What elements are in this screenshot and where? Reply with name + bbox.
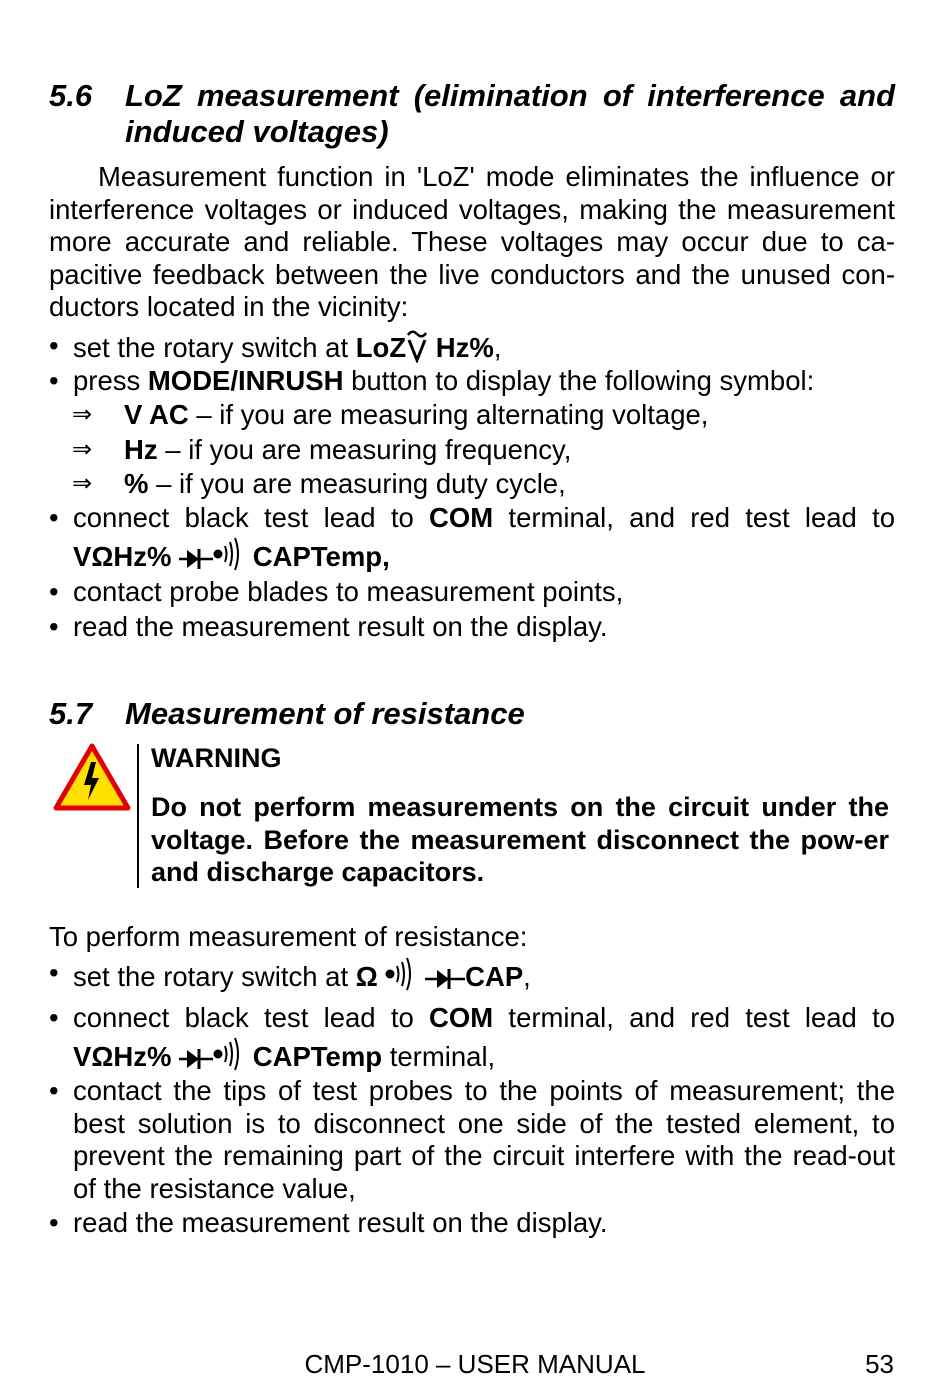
- list-item: ⇒ % – if you are measuring duty cycle,: [72, 468, 566, 499]
- section-5-7-heading: [49, 696, 895, 732]
- warning-text: Do not perform measurements on the circuit under the voltage. Before the measurement disconnect the pow-er and discharge capacitors.: [151, 792, 889, 887]
- arrow-icon: ⇒: [72, 400, 93, 428]
- section-number: 5.7: [49, 696, 93, 731]
- arrow-icon: ⇒: [72, 435, 93, 463]
- warning-divider: [137, 744, 139, 888]
- list-item: • read the measurement result on the display.: [49, 1207, 608, 1238]
- arrow-icon: ⇒: [72, 469, 93, 497]
- list-item: • press MODE/INRUSH button to display the following symbol:: [49, 365, 815, 396]
- list-item: • set the rotary switch at LoZ Hz%,: [49, 329, 895, 370]
- footer-title: CMP-1010 – USER MANUAL: [304, 1349, 646, 1379]
- section-5-6-intro: Measurement function in 'LoZ' mode eliminates the influence or interference voltages or induced voltages, making the measurement more accurate and reliable. These voltages may occur due to ca-pacitive feedback between the live conductors and the unused con-ductors located in the vicinity:: [49, 161, 895, 322]
- list-item: • connect black test lead to COM terminal, and red test lead to: [49, 502, 896, 533]
- section-title: LoZ measurement (elimination of interference and induced voltages): [125, 78, 895, 149]
- continuity-icon: [385, 956, 417, 999]
- list-item-continuation: VΩHz% CAPTemp terminal,: [49, 1036, 895, 1079]
- high-voltage-warning-icon: [53, 742, 131, 812]
- list-item: • connect black test lead to COM terminal, and red test lead to: [49, 1002, 896, 1033]
- section-title: Measurement of resistance: [125, 696, 525, 731]
- continuity-icon: [213, 536, 245, 579]
- continuity-icon: [213, 1036, 245, 1079]
- list-item-continuation: VΩHz% CAPTemp,: [49, 536, 895, 579]
- list-item: • contact probe blades to measurement points,: [49, 576, 624, 607]
- diode-icon: [425, 966, 465, 999]
- page-number: 53: [865, 1349, 894, 1379]
- list-item: • read the measurement result on the display.: [49, 611, 608, 642]
- list-item: ⇒ V AC – if you are measuring alternating voltage,: [72, 399, 709, 430]
- section-5-7-intro: To perform measurement of resistance:: [49, 921, 528, 952]
- warning-title: WARNING: [151, 743, 282, 773]
- list-item: • contact the tips of test probes to the points of measurement; the best solution is to disconnect one side of the tested element, to prevent the remaining part of the circuit interfere with the read-out of the resistance value,: [49, 1075, 895, 1204]
- list-item: ⇒ Hz – if you are measuring frequency,: [72, 434, 572, 465]
- list-item: • set the rotary switch at Ω CAP,: [49, 956, 895, 999]
- section-number: 5.6: [49, 78, 93, 113]
- section-5-6-heading: [49, 78, 895, 150]
